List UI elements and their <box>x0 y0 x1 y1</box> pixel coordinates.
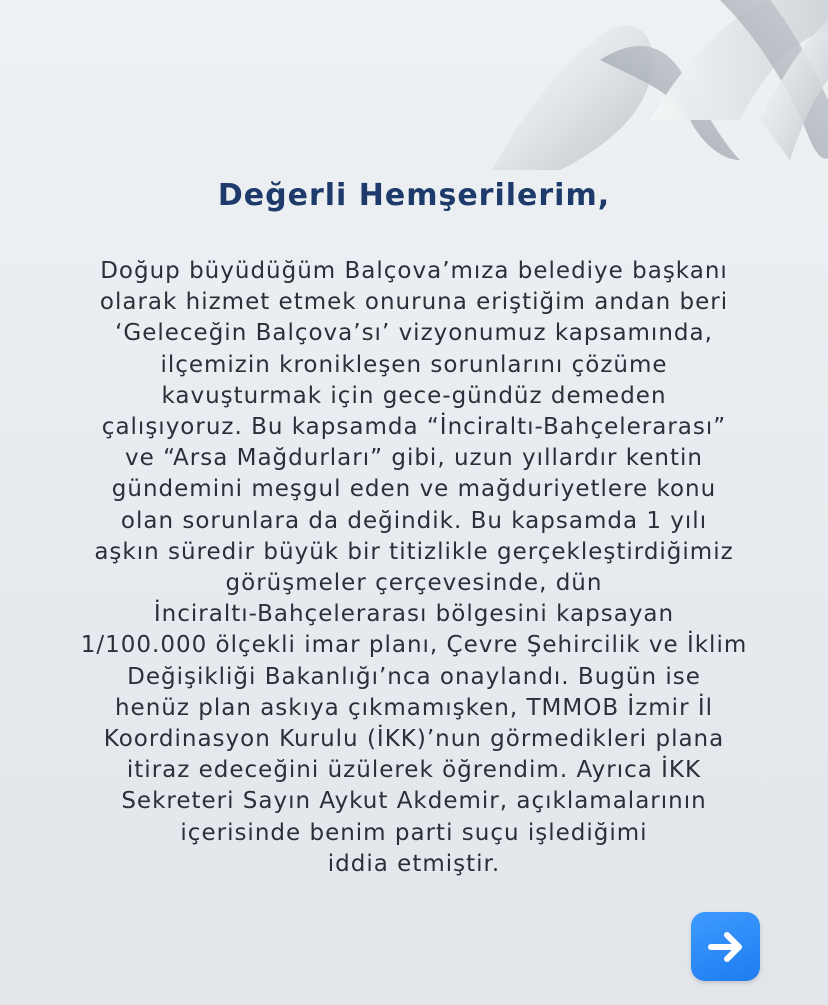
body-line: 1/100.000 ölçekli imar planı, Çevre Şehircilik ve İklim <box>80 632 748 659</box>
body-line: iddia etmiştir. <box>327 850 501 877</box>
body-line: içerisinde benim parti suçu işlediğimi <box>180 819 648 846</box>
body-line: ilçemizin kronikleşen sorunlarını çözüme <box>160 351 668 378</box>
body-line: ve “Arsa Mağdurları” gibi, uzun yıllardır kentin <box>125 445 703 472</box>
message-body <box>28 256 800 880</box>
body-line: Sekreteri Sayın Aykut Akdemir, açıklamalarının <box>121 788 707 815</box>
arrow-right-icon <box>704 925 748 969</box>
body-line: kavuşturmak için gece-gündüz demeden <box>161 382 667 409</box>
body-line: Koordinasyon Kurulu (İKK)’nun görmedikleri plana <box>103 726 725 753</box>
page-heading: Değerli Hemşerilerim, <box>217 178 611 213</box>
body-line: Doğup büyüdüğüm Balçova’mıza belediye başkanı <box>100 258 728 284</box>
next-button[interactable] <box>691 912 760 981</box>
body-line: henüz plan askıya çıkmamışken, TMMOB İzmir İl <box>114 694 714 721</box>
body-line: olan sorunlara da değindik. Bu kapsamda 1 yılı <box>120 507 708 534</box>
body-line: ‘Geleceğin Balçova’sı’ vizyonumuz kapsamında, <box>115 320 713 347</box>
body-line: aşkın süredir büyük bir titizlikle gerçekleştirdiğimiz <box>94 538 734 565</box>
body-line: itiraz edeceğini üzülerek öğrendim. Ayrıca İKK <box>126 757 702 784</box>
body-line: görüşmeler çerçevesinde, dün <box>225 570 603 597</box>
decorative-ribbon <box>0 0 828 260</box>
body-line: Değişikliği Bakanlığı’nca onaylandı. Bugün ise <box>127 663 701 690</box>
body-line: İnciraltı-Bahçelerarası bölgesini kapsayan <box>153 601 675 628</box>
body-line: gündemini meşgul eden ve mağduriyetlere konu <box>111 476 717 503</box>
body-line: olarak hizmet etmek onuruna eriştiğim andan beri <box>99 289 729 316</box>
body-line: çalışıyoruz. Bu kapsamda “İnciraltı-Bahçelerarası” <box>101 414 727 441</box>
